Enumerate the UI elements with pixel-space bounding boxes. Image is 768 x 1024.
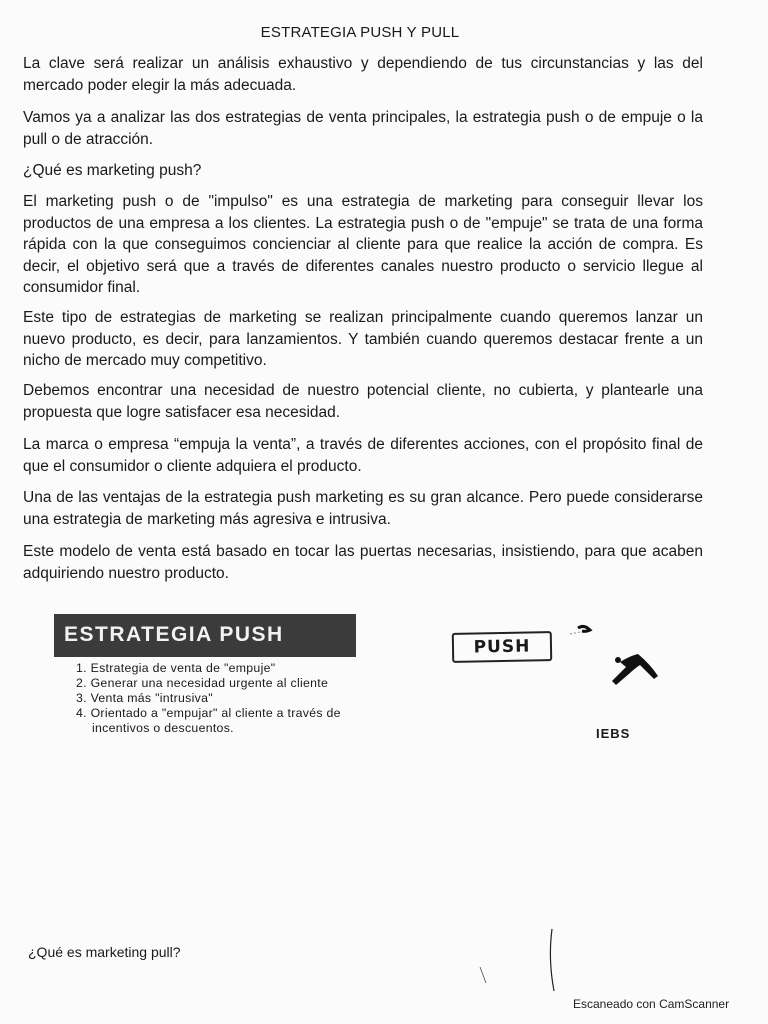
brand-logo: IEBS <box>596 726 631 741</box>
heading-push: ¿Qué es marketing push? <box>23 162 202 179</box>
figure-list-item: 2. Generar una necesidad urgente al cliente <box>76 676 329 690</box>
figure-list <box>76 661 426 736</box>
figure-list-item: 4. Orientado a "empujar" al cliente a través de <box>76 706 341 720</box>
figure-banner: ESTRATEGIA PUSH <box>54 614 356 657</box>
pushing-figure-icon <box>548 622 688 697</box>
paragraph-3: El marketing push o de "impulso" es una estrategia de marketing para conseguir llevar los productos de una empresa a los clientes. La estrategia push o de "empuje" se trata de una forma rápida con la que conseguimos concienciar al cliente para que realice la acción de compra. Es decir, el objetivo será que a través de diferentes canales nuestro producto o servicio llegue al consumidor final. <box>23 193 703 296</box>
figure-list-item: 3. Venta más "intrusiva" <box>76 691 213 705</box>
scanner-footer: Escaneado con CamScanner <box>573 997 730 1011</box>
scan-artifact-marks <box>470 925 570 995</box>
heading-pull: ¿Qué es marketing pull? <box>28 944 181 960</box>
figure-list-item: incentivos o descuentos. <box>92 721 234 735</box>
paragraph-5: Debemos encontrar una necesidad de nuestro potencial cliente, no cubierta, y plantearle una propuesta que logre satisfacer esa necesidad. <box>23 382 703 421</box>
paragraph-4: Este tipo de estrategias de marketing se realizan principalmente cuando queremos lanzar un nuevo producto, es decir, para lanzamientos. Y también cuando queremos destacar frente a un nicho de mercado muy competitivo. <box>23 309 703 369</box>
paragraph-2: Vamos ya a analizar las dos estrategias de venta principales, la estrategia push o de empuje o la pull o de atracción. <box>23 109 703 148</box>
paragraph-6: La marca o empresa “empuja la venta”, a través de diferentes acciones, con el propósito final de que el consumidor o cliente adquiera el producto. <box>23 436 703 475</box>
page-title: ESTRATEGIA PUSH Y PULL <box>260 24 460 41</box>
paragraph-1: La clave será realizar un análisis exhaustivo y dependiendo de tus circunstancias y las del mercado poder elegir la más adecuada. <box>23 55 703 94</box>
figure-list-item: 1. Estrategia de venta de "empuje" <box>76 661 276 675</box>
paragraph-7: Una de las ventajas de la estrategia push marketing es su gran alcance. Pero puede considerarse una estrategia de marketing más agresiva e intrusiva. <box>23 489 703 528</box>
paragraph-8: Este modelo de venta está basado en tocar las puertas necesarias, insistiendo, para que acaben adquiriendo nuestro producto. <box>23 543 703 582</box>
push-logo: PUSH <box>452 631 553 663</box>
